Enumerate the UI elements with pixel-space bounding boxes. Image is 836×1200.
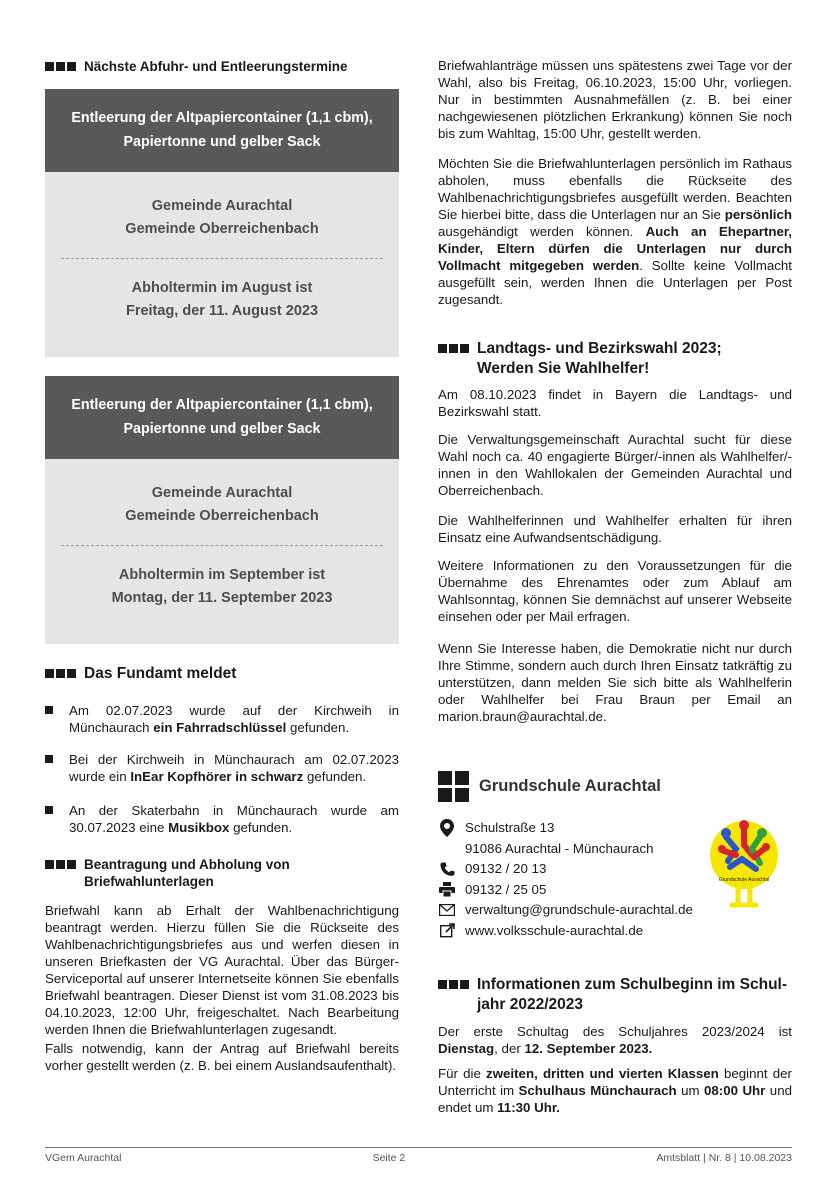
schedule-box-september — [45, 376, 399, 644]
web-row[interactable] — [438, 921, 708, 942]
schedule-box-title: Entleerung der Altpapiercontainer (1,1 cbm), Papiertonne und gelber Sack — [45, 89, 399, 172]
location-pin-icon — [438, 819, 456, 837]
section-marker-icon — [45, 62, 76, 71]
footer-left: VGem Aurachtal — [45, 1152, 122, 1164]
section-heading-landtag: Landtags- und Bezirkswahl 2023; Werden Sie Wahlhelfer! — [438, 339, 792, 379]
fax-row: 09132 / 25 05 — [438, 880, 708, 901]
address-row: Schulstraße 13 — [438, 818, 708, 839]
schedule-box-august — [45, 89, 399, 357]
paragraph: Wenn Sie Interesse haben, die Demokratie nicht nur durch Ihre Stimme, sondern auch durch Ihren Einsatz tatkräftig zu unterstützen, dann melden Sie sich bitte als Wahlhelferin oder Wahlhelfer bei Frau Braun per Email an marion.braun@aurachtal.de. — [438, 641, 792, 724]
section-marker-icon — [438, 980, 469, 989]
paragraph: Briefwahl kann ab Erhalt der Wahlbenachrichtigung beantragt werden. Hierzu füllen Sie die Rückseite des Wahlbenachrichtigungsbriefes aus und werfen diesen in unseren Briefkasten der VG Aurachtal. Über das Bürger-Serviceportal auf unserer Internetseite können Sie ebenfalls Briefwahl beantragen. Dieser Dienst ist vom 31.08.2023 bis 04.10.2023, 12:00 Uhr, freigeschaltet. Nach Bearbeitung werden Ihnen die Briefwahlunterlagen zugesandt. — [45, 903, 399, 1037]
schedule-box-body: Gemeinde Aurachtal Gemeinde Oberreichenbach Abholtermin im August ist Freitag, der 11. August 2023 — [45, 172, 399, 357]
school-title: Grundschule Aurachtal — [438, 771, 661, 802]
section-heading-schulbeginn: Informationen zum Schulbeginn im Schul- jahr 2022/2023 — [438, 975, 792, 1015]
list-item: Am 02.07.2023 wurde auf der Kirchweih in Münchaurach ein Fahrradschlüssel gefunden. — [45, 702, 399, 736]
phone-icon — [438, 860, 456, 878]
website-link[interactable]: www.volksschule-aurachtal.de — [465, 922, 644, 938]
paragraph: Falls notwendig, kann der Antrag auf Briefwahl bereits vorher gestellt werden (z. B. bei einem Auslandsaufenthalt). — [45, 1041, 399, 1073]
bullet-icon — [45, 706, 53, 714]
section-marker-icon — [45, 669, 76, 678]
divider — [61, 545, 383, 546]
email-link[interactable]: verwaltung@grundschule-aurachtal.de — [465, 902, 693, 917]
paragraph: Der erste Schultag des Schuljahres 2023/2024 ist Dienstag, der 12. September 2023. — [438, 1024, 792, 1056]
printer-icon — [438, 881, 456, 899]
email-row[interactable] — [438, 900, 708, 921]
school-logo — [706, 815, 782, 911]
external-link-icon — [438, 922, 456, 940]
divider — [61, 258, 383, 259]
paragraph: Die Wahlhelferinnen und Wahlhelfer erhalten für ihren Einsatz eine Aufwandsentschädigung. — [438, 513, 792, 545]
paragraph: Für die zweiten, dritten und vierten Klassen beginnt der Unterricht im Schulhaus Münchaurach um 08:00 Uhr und endet um 11:30 Uhr. — [438, 1066, 792, 1115]
schedule-box-body: Gemeinde Aurachtal Gemeinde Oberreichenbach Abholtermin im September ist Montag, der 11. September 2023 — [45, 459, 399, 644]
address-row: 91086 Aurachtal - Münchaurach — [465, 840, 654, 856]
page-footer — [45, 1147, 792, 1164]
bullet-icon — [45, 755, 53, 763]
paragraph: Die Verwaltungsgemeinschaft Aurachtal sucht für diese Wahl noch ca. 40 engagierte Bürger/-innen als Wahlhelfer/-innen in den Wahllokalen der Gemeinden Aurachtal und Oberreichenbach. — [438, 432, 792, 498]
paragraph: Weitere Informationen zu den Voraussetzungen für die Übernahme des Ehrenamtes oder zum Ablauf am Wahlsonntag, können Sie demnächst auf unserer Webseite einsehen oder per Mail erfragen. — [438, 558, 792, 624]
paragraph: Am 08.10.2023 findet in Bayern die Landtags- und Bezirkswahl statt. — [438, 387, 792, 419]
paragraph: Briefwahlanträge müssen uns spätestens zwei Tage vor der Wahl, also bis Freitag, 06.10.2023, 15:00 Uhr, vorliegen. Nur in bestimmten Ausnahmefällen (z. B. bei einer nachgewiesenen plötzlichen Erkrankung) können Sie noch bis zum Wahltag, 15:00 Uhr, gestellt werden. — [438, 58, 792, 141]
list-item: An der Skaterbahn in Münchaurach wurde am 30.07.2023 eine Musikbox gefunden. — [45, 802, 399, 836]
envelope-icon — [438, 901, 456, 919]
paragraph: Möchten Sie die Briefwahlunterlagen persönlich im Rathaus abholen, muss ebenfalls die Rückseite des Wahlbenachrichtigungsbriefes ausgefüllt werden. Beachten Sie hierbei bitte, dass die Unterlagen nur an Sie persönlich ausgehändigt werden können. Auch an Ehepartner, Kinder, Eltern dürfen die Unterlagen nur durch Vollmacht mitgegeben werden. Sollte keine Vollmacht ausgefüllt sein, werden Ihnen die Unterlagen per Post zugesandt. — [438, 156, 792, 307]
school-logo-squares-icon — [438, 771, 469, 802]
phone-row: 09132 / 20 13 — [438, 859, 708, 880]
section-marker-icon — [45, 860, 76, 869]
footer-right: Amtsblatt | Nr. 8 | 10.08.2023 — [656, 1152, 792, 1164]
section-heading-fundamt: Das Fundamt meldet — [45, 664, 399, 684]
svg-text:Grundschule Aurachtal: Grundschule Aurachtal — [718, 877, 770, 883]
school-contact — [438, 818, 708, 941]
section-heading-briefwahl: Beantragung und Abholung von Briefwahlunterlagen — [45, 856, 399, 890]
schedule-box-title: Entleerung der Altpapiercontainer (1,1 cbm), Papiertonne und gelber Sack — [45, 376, 399, 459]
bullet-icon — [45, 806, 53, 814]
section-marker-icon — [438, 344, 469, 353]
section-heading-schedule: Nächste Abfuhr- und Entleerungstermine — [45, 58, 399, 75]
page-number: Seite 2 — [372, 1152, 406, 1164]
list-item: Bei der Kirchweih in Münchaurach am 02.07.2023 wurde ein InEar Kopfhörer in schwarz gefunden. — [45, 751, 399, 785]
